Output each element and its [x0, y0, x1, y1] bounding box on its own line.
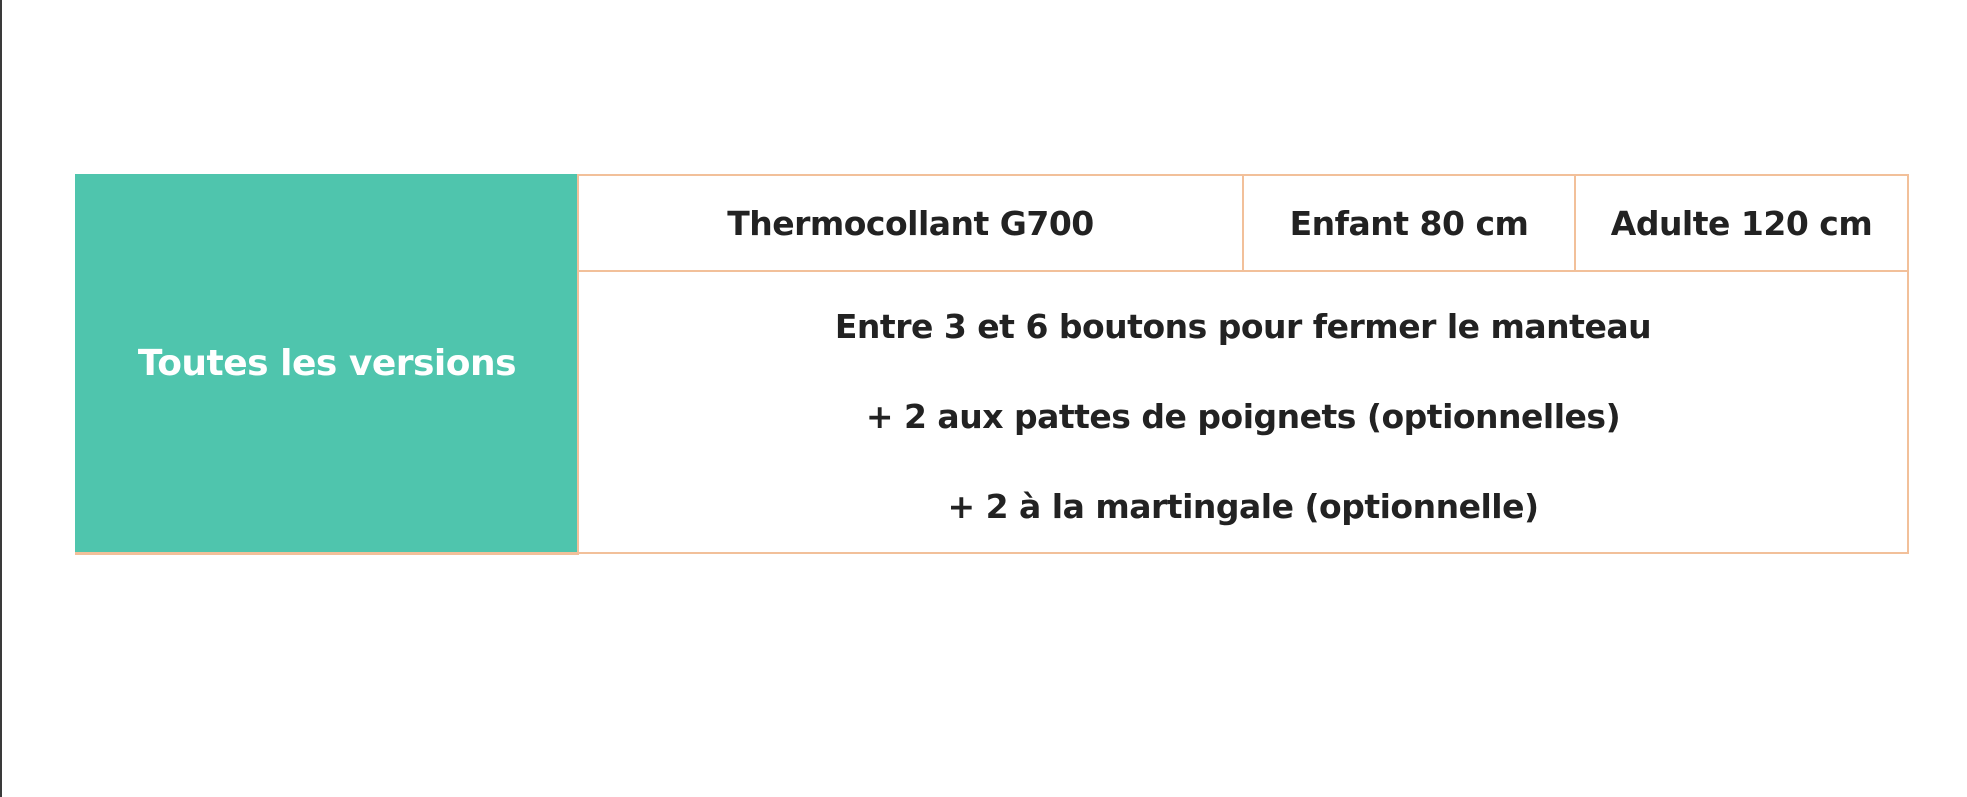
child-size-text: Enfant 80 cm [1289, 203, 1529, 243]
child-size-cell [1243, 175, 1575, 271]
half-belt-info-line: + 2 à la martingale (optionnelle) [947, 487, 1539, 526]
adult-size-cell [1575, 175, 1908, 271]
interfacing-cell [578, 175, 1243, 271]
buttons-info-cell [578, 271, 1908, 553]
cuff-tabs-info-line: + 2 aux pattes de poignets (optionnelles) [865, 397, 1621, 436]
interfacing-text: Thermocollant G700 [727, 203, 1094, 243]
buttons-info-line: Entre 3 et 6 boutons pour fermer le manteau [834, 307, 1652, 346]
spec-table [75, 174, 1909, 555]
versions-label: Toutes les versions [137, 343, 517, 385]
adult-size-text: Adulte 120 cm [1610, 203, 1873, 243]
table-header-row [76, 175, 1908, 271]
versions-label-cell [76, 175, 578, 553]
